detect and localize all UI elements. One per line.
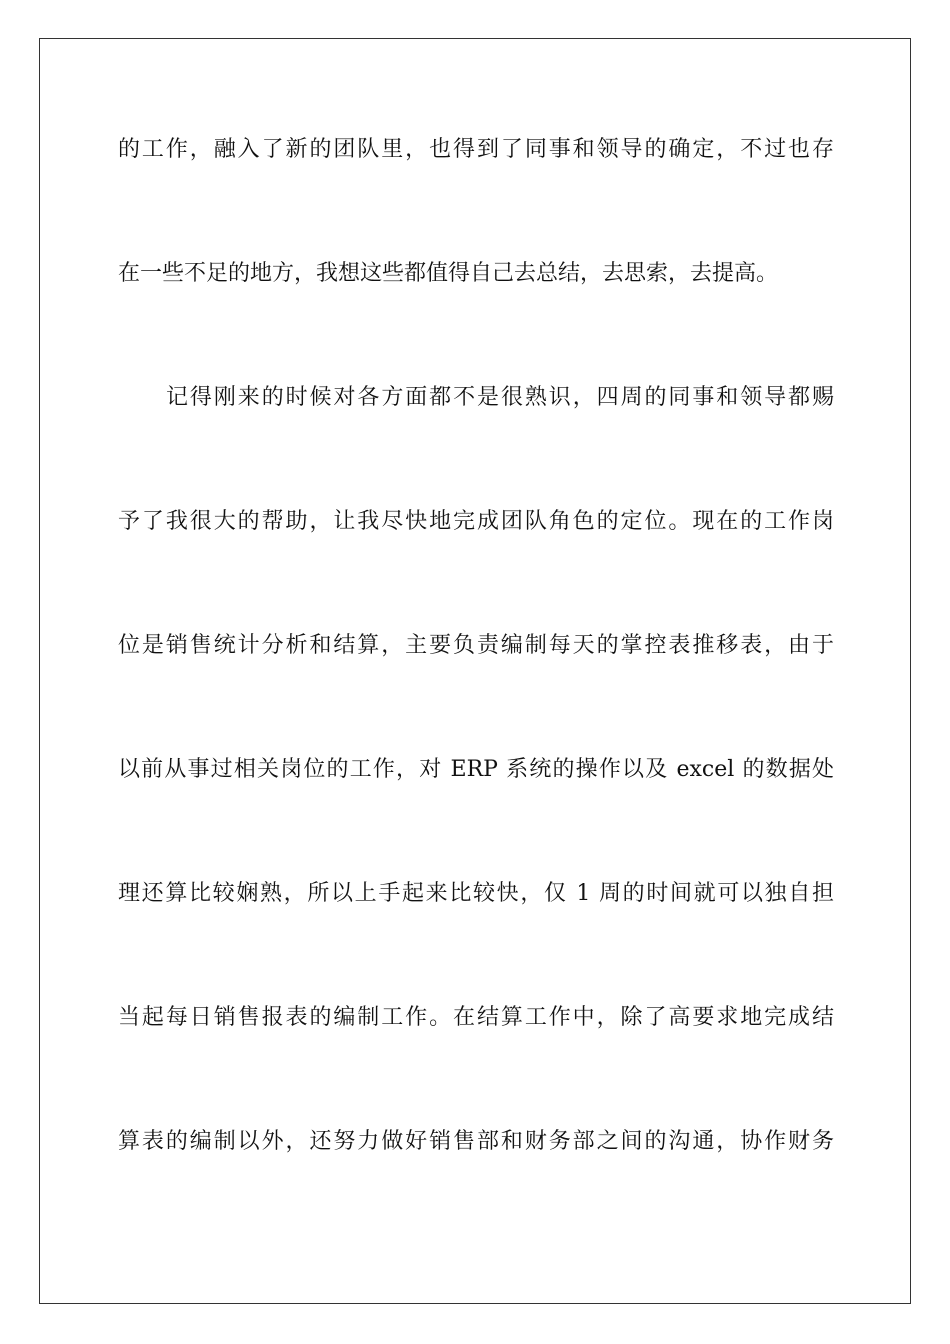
paragraph-line: 在一些不足的地方，我想这些都值得自己去总结，去思索，去提高。 bbox=[118, 261, 779, 286]
paragraph-line: 当起每日销售报表的编制工作。在结算工作中，除了高要求地完成结 bbox=[118, 1005, 834, 1030]
paragraph-first-line: 记得刚来的时候对各方面都不是很熟识，四周的同事和领导都赐 bbox=[166, 385, 834, 410]
page-border bbox=[39, 38, 911, 1304]
paragraph-line: 理还算比较娴熟，所以上手起来比较快，仅 1 周的时间就可以独自担 bbox=[118, 881, 834, 906]
paragraph-line: 位是销售统计分析和结算，主要负责编制每天的掌控表推移表，由于 bbox=[118, 633, 834, 658]
paragraph-line: 算表的编制以外，还努力做好销售部和财务部之间的沟通，协作财务 bbox=[118, 1129, 834, 1154]
paragraph-line: 的工作，融入了新的团队里，也得到了同事和领导的确定，不过也存 bbox=[118, 137, 834, 162]
paragraph-line: 予了我很大的帮助，让我尽快地完成团队角色的定位。现在的工作岗 bbox=[118, 509, 834, 534]
paragraph-line: 以前从事过相关岗位的工作，对 ERP 系统的操作以及 excel 的数据处 bbox=[118, 757, 834, 782]
